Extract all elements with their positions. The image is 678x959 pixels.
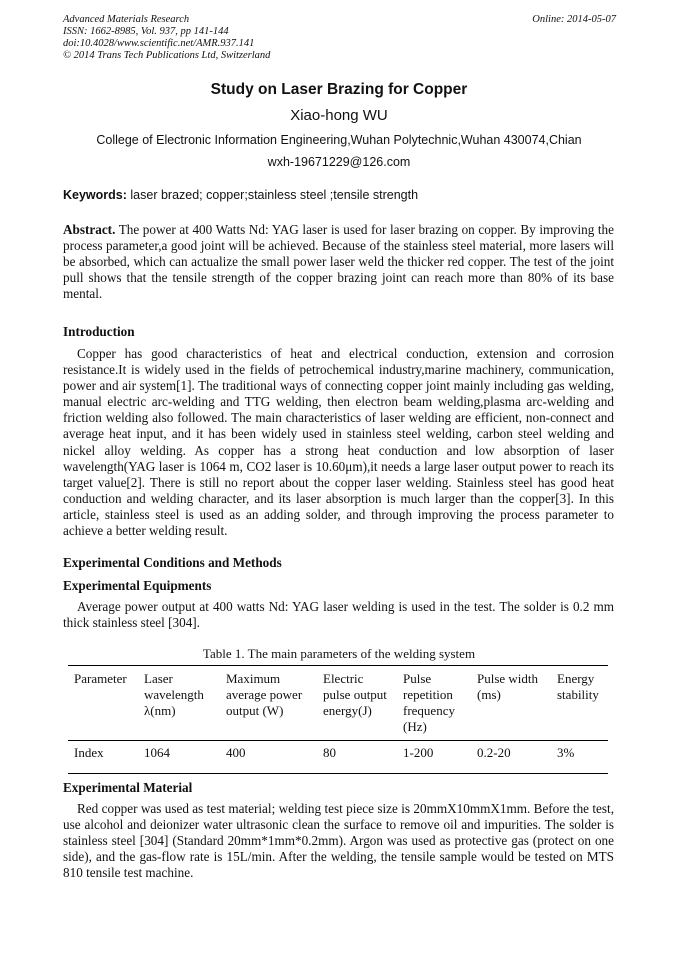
table-cell: 3% bbox=[551, 741, 608, 774]
copyright-line: © 2014 Trans Tech Publications Ltd, Switzerland bbox=[63, 50, 271, 61]
equipment-text: Average power output at 400 watts Nd: YAG laser welding is used in the test. The solder is 0.2 mm thick stainless steel [304]. bbox=[63, 599, 614, 631]
methods-heading: Experimental Conditions and Methods bbox=[63, 555, 282, 570]
table-header-cell: Electric pulse output energy(J) bbox=[317, 666, 397, 741]
parameters-table bbox=[68, 665, 608, 774]
author-email[interactable]: wxh-19671229@126.com bbox=[267, 155, 411, 169]
equipment-heading: Experimental Equipments bbox=[63, 578, 212, 593]
table-cell: 400 bbox=[220, 741, 317, 774]
table-cell: 0.2-20 bbox=[471, 741, 551, 774]
material-section bbox=[63, 801, 614, 881]
introduction-section bbox=[63, 346, 614, 539]
table-cell: Index bbox=[68, 741, 138, 774]
table-header-cell: Maximum average power output (W) bbox=[220, 666, 317, 741]
issn-line: ISSN: 1662-8985, Vol. 937, pp 141-144 bbox=[63, 26, 229, 37]
keywords-text: laser brazed; copper;stainless steel ;tensile strength bbox=[130, 188, 419, 202]
table-cell: 80 bbox=[317, 741, 397, 774]
introduction-text: Copper has good characteristics of heat and electrical conduction, extension and corrosion resistance.It is widely used in the fields of petrochemical industry,marine machinery, communication, power and air system[1]. The traditional ways of connecting copper joint mainly including gas welding, manual electric arc-welding and TTG welding, then electron beam welding,plasma arc-welding and friction welding also followed. The main characteristics of laser welding are efficient, non-connect and average heat input, and it has been widely used in stainless steel welding, carbon steel welding and nickel alloy welding. As copper has a strong heat conduction and low absorption of laser wavelength(YAG laser is 1064 m, CO2 laser is 10.60μm),it needs a large laser output power to reach its target value[2]. There is still no report about the copper laser welding. Stainless steel has good heat conduction and welding character, and its laser absorption is much larger than the copper[3]. In this article, stainless steel is used as an adding solder, and through improving the process parameter to achieve a better welding result. bbox=[63, 346, 614, 539]
paper-author: Xiao-hong WU bbox=[290, 107, 388, 124]
table-header-cell: Laser wavelength λ(nm) bbox=[138, 666, 220, 741]
paper-title: Study on Laser Brazing for Copper bbox=[210, 81, 468, 98]
table-row bbox=[68, 741, 608, 774]
journal-header bbox=[63, 14, 270, 62]
journal-name: Advanced Materials Research bbox=[63, 14, 190, 25]
material-text: Red copper was used as test material; welding test piece size is 20mmX10mmX1mm. Before the test, use alcohol and deionizer water ultrasonic clean the surface to remove oil and impurities. The solder is stainless steel [304] (Standard 20mm*1mm*0.2mm). Argon was used as protective gas (protect on one side), and the gas-flow rate is 15L/min. After the welding, the tensile sample would be tested on MTS 810 tensile test machine. bbox=[63, 801, 614, 881]
table-cell: 1-200 bbox=[397, 741, 471, 774]
table-cell: 1064 bbox=[138, 741, 220, 774]
abstract-text: The power at 400 Watts Nd: YAG laser is used for laser brazing on copper. By improving the process parameter,a good joint will be achieved. Because of the stainless steel material, more lasers will be absorbed, which can actualize the small power laser weld the thicker red copper. The test of the joint pull shows that the tensile strength of the copper brazing joint can reach more than 80% of its base mental. bbox=[63, 222, 614, 302]
material-heading: Experimental Material bbox=[63, 780, 193, 795]
table-header-cell: Parameter bbox=[68, 666, 138, 741]
abstract-section bbox=[63, 222, 614, 302]
table-header-row bbox=[68, 666, 608, 741]
online-date: Online: 2014-05-07 bbox=[532, 14, 616, 25]
table-header-cell: Pulse width (ms) bbox=[471, 666, 551, 741]
doi-line: doi:10.4028/www.scientific.net/AMR.937.141 bbox=[63, 38, 255, 49]
keywords-label: Keywords: bbox=[63, 188, 127, 202]
keywords-line bbox=[63, 188, 418, 202]
equipment-section bbox=[63, 599, 614, 631]
table-caption: Table 1. The main parameters of the welding system bbox=[202, 646, 476, 661]
table-header-cell: Pulse repetition frequency (Hz) bbox=[397, 666, 471, 741]
table-header-cell: Energy stability bbox=[551, 666, 608, 741]
author-affiliation: College of Electronic Information Engineering,Wuhan Polytechnic,Wuhan 430074,Chian bbox=[96, 133, 582, 147]
introduction-heading: Introduction bbox=[63, 324, 135, 339]
abstract-label: Abstract. bbox=[63, 222, 116, 237]
